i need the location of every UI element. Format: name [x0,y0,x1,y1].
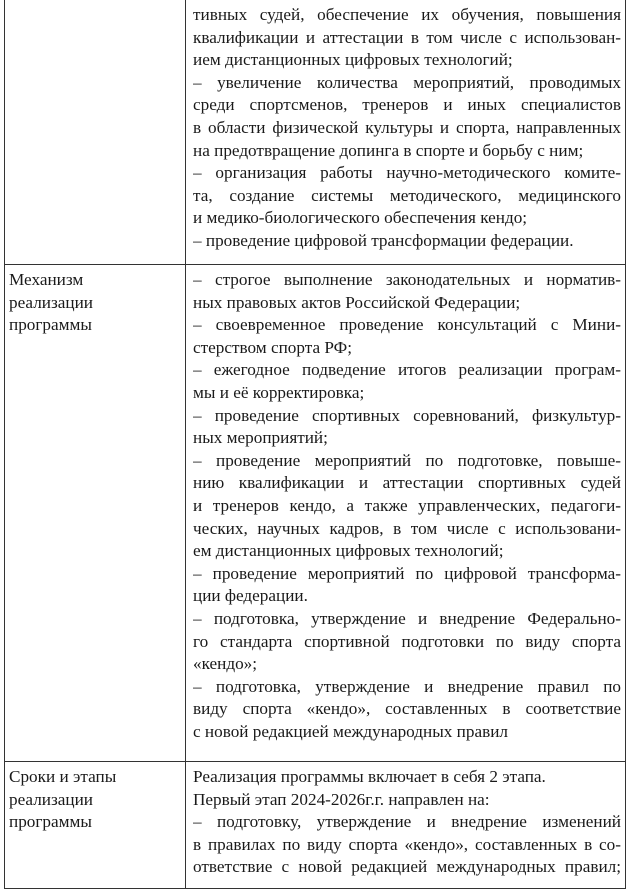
text-line: – организация работы научно-методического комите- [193,163,621,183]
table-row [5,762,626,889]
table-row [5,0,626,265]
row-label-line: реализации [9,789,93,809]
text-line: ных мероприятий; [193,428,328,448]
text-line: Первый этап 2024-2026г.г. направлен на: [193,789,490,809]
text-line: квалификации и аттестации в том числе с использован- [193,27,621,47]
text-line: – проведение спортивных соревнований, физкультур- [193,405,621,425]
text-line: – проведение мероприятий по цифровой трансформа- [193,563,621,583]
row-label-line: Сроки и этапы [9,767,117,786]
text-line: с новой редакцией международных правил [193,721,508,741]
text-line: ческих, научных кадров, в том числе с использовани- [193,518,621,538]
text-line: ем дистанционных цифровых технологий; [193,541,504,561]
text-line: и тренеров кендо, а также управленческих, педагоги- [193,495,621,515]
text-line: Реализация программы включает в себя 2 этапа. [193,767,546,786]
text-line: нию квалификации и аттестации спортивных судей [193,473,621,493]
row-label-line: Механизм [9,270,84,289]
content-cell [186,265,626,762]
label-cell [5,265,186,762]
text-line: – подготовку, утверждение и внедрение изменений [193,812,621,832]
text-line: ных правовых актов Российской Федерации; [193,292,521,312]
text-line: – своевременное проведение консультаций с Мини- [193,315,621,335]
text-line: ием дистанционных цифровых технологий; [193,50,513,70]
text-line: в правилах по виду спорта «кендо», составленных в со- [193,834,621,854]
text-line: – ежегодное подведение итогов реализации програм- [193,360,621,380]
text-line: стерством спорта РФ; [193,337,352,357]
text-line: та, создание системы методического, медицинского [193,185,621,205]
text-line: го стандарта спортивной подготовки по виду спорта [193,631,621,651]
program-table [4,0,626,889]
text-line: – подготовка, утверждение и внедрение правил по [193,676,621,696]
text-line: тивных судей, обеспечение их обучения, повышения [193,5,621,24]
text-line: – строгое выполнение законодательных и норматив- [193,270,621,289]
text-line: – подготовка, утверждение и внедрение Федерально- [193,608,621,628]
row-label-line: программы [9,812,92,832]
text-line: и медико-биологического обеспечения кендо; [193,208,528,228]
text-line: – проведение мероприятий по подготовке, повыше- [193,450,621,470]
label-cell [5,762,186,889]
table-row [5,265,626,762]
text-line: виду спорта «кендо», составленных в соответствие [193,699,621,719]
content-cell [186,762,626,889]
row-label-line: программы [9,315,92,335]
text-line: на предотвращение допинга в спорте и борьбу с ним; [193,140,584,160]
text-line: «кендо»; [193,654,258,674]
text-line: в области физической культуры и спорта, направленных [193,117,621,137]
text-line: ции федерации. [193,586,308,606]
text-line: мы и её корректировка; [193,382,365,402]
label-cell [5,0,186,265]
text-line: – проведение цифровой трансформации федерации. [193,230,574,250]
text-line: среди спортсменов, тренеров и иных специалистов [193,95,621,115]
content-cell [186,0,626,265]
row-label-line: реализации [9,292,93,312]
text-line: ответствие с новой редакцией международных правил; [193,857,621,877]
text-line: – увеличение количества мероприятий, проводимых [193,72,621,92]
